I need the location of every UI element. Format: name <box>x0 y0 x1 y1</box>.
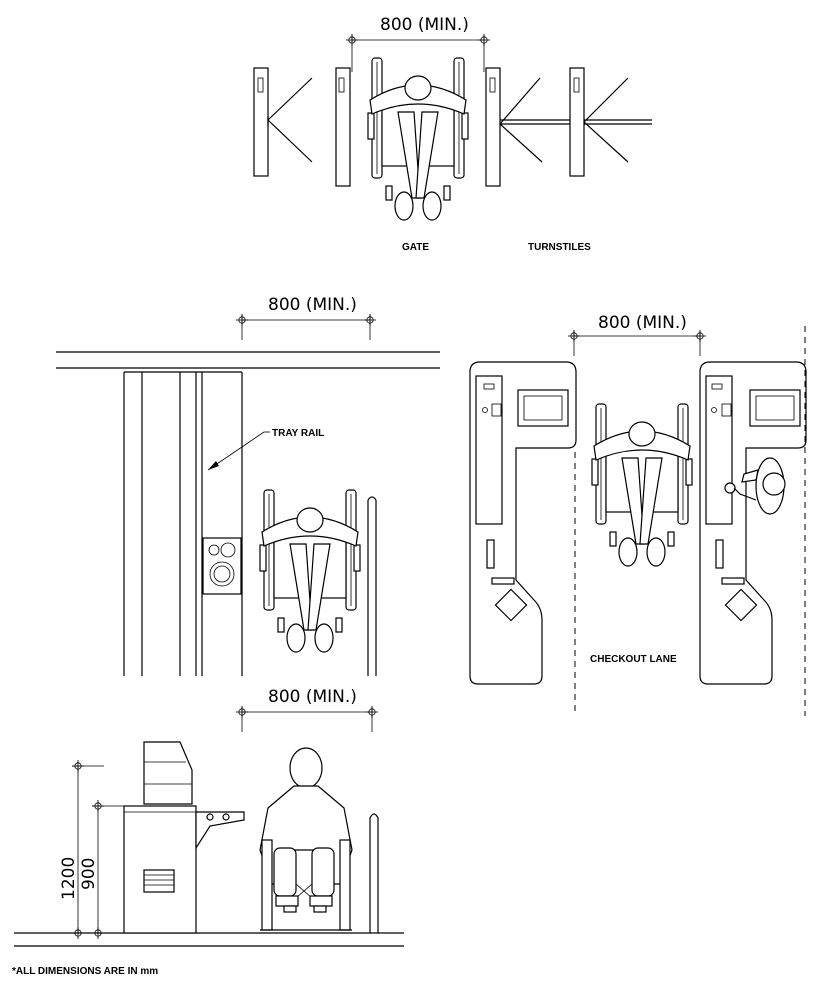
checkout-lane-plan <box>470 313 806 716</box>
gate-turnstiles-plan <box>254 15 652 253</box>
counter-elevation <box>14 687 404 946</box>
dimensions-note: *ALL DIMENSIONS ARE IN mm <box>12 966 159 977</box>
checkout-lane-label: CHECKOUT LANE <box>590 654 677 665</box>
wheelchair-user-front <box>260 748 352 930</box>
dim-label-1200: 1200 <box>59 856 79 900</box>
dim-label-middle-right: 800 (MIN.) <box>598 313 687 333</box>
dim-label-top: 800 (MIN.) <box>380 15 469 35</box>
tray-rail-plan <box>56 295 440 676</box>
dim-label-bottom: 800 (MIN.) <box>268 687 357 707</box>
turnstiles-label: TURNSTILES <box>528 242 591 253</box>
tray-rail-label: TRAY RAIL <box>272 428 325 439</box>
dim-label-900: 900 <box>79 857 99 890</box>
dim-label-middle-left: 800 (MIN.) <box>268 295 357 315</box>
gate-label: GATE <box>402 242 430 253</box>
